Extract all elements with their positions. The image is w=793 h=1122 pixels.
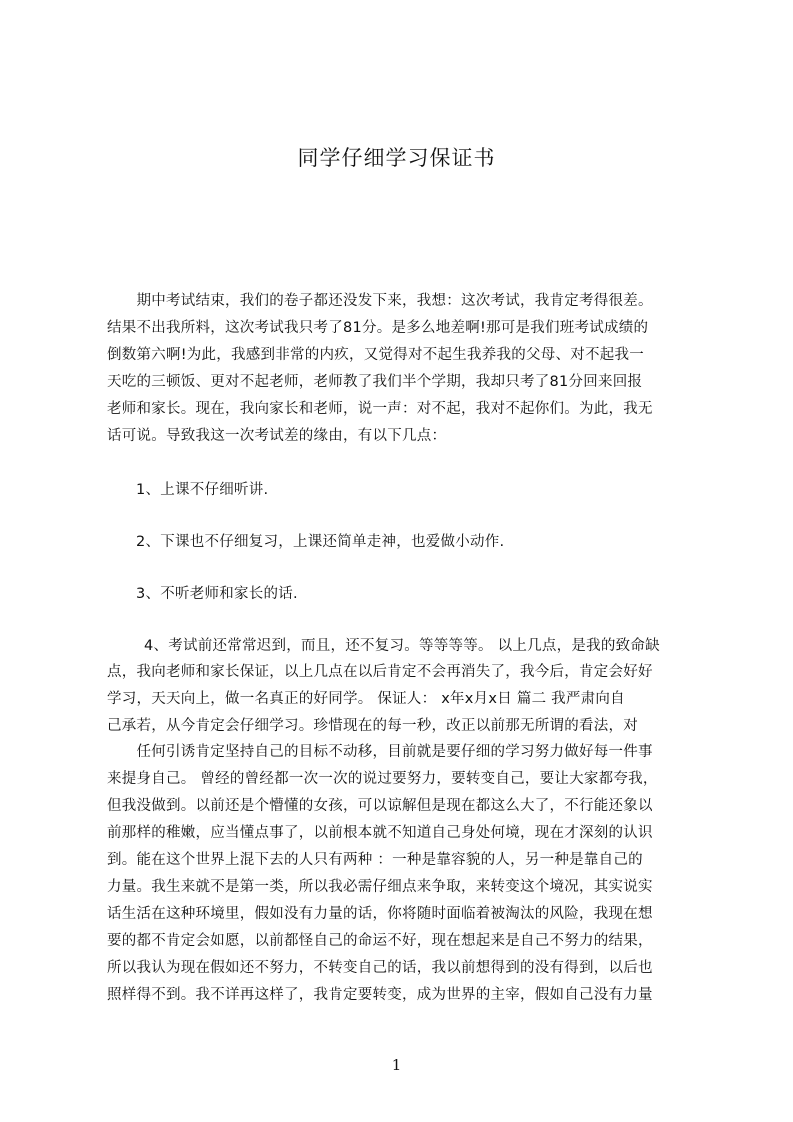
body-line: 老师和家长。现在，我向家长和老师，说一声：对不起，我对不起你们。为此，我无	[107, 401, 653, 417]
list-item-3: 3、不听老师和家长的话.	[136, 586, 298, 602]
body-line: 结果不出我所料，这次考试我只考了81分。是多么地差啊!那可是我们班考试成绩的	[107, 320, 649, 336]
body-line: 倒数第六啊!为此，我感到非常的内疚，又觉得对不起生我养我的父母、对不起我一	[107, 347, 645, 363]
body-line: 到。能在这个世界上混下去的人只有两种 ：一种是靠容貌的人，另一种是靠自己的	[107, 852, 643, 868]
body-line: 要的都不肯定会如愿，以前都怪自己的命运不好，现在想起来是自己不努力的结果，	[107, 933, 653, 949]
body-line: 但我没做到。以前还是个懵懂的女孩，可以谅解但是现在都这么大了，不行能还象以	[107, 798, 653, 814]
page-number: 1	[391, 1056, 402, 1074]
body-line: 期中考试结束，我们的卷子都还没发下来，我想：这次考试，我肯定考得很差。	[107, 293, 653, 309]
body-line: 所以我认为现在假如还不努力，不转变自己的话，我以前想得到的没有得到，以后也	[107, 960, 653, 976]
document-title: 同学仔细学习保证书	[297, 146, 496, 170]
body-line: 话可说。导致我这一次考试差的缘由，有以下几点：	[107, 428, 447, 444]
body-line: 学习，天天向上，做一名真正的好同学。 保证人： x年x月x日 篇二 我严肃向自	[107, 691, 625, 707]
body-line: 前那样的稚嫩，应当懂点事了，以前根本就不知道自己身处何境，现在才深刻的认识	[107, 825, 653, 841]
body-line: 任何引诱肯定坚持自己的目标不动移，目前就是要仔细的学习努力做好每一件事	[107, 744, 653, 760]
body-line: 来提身自己。 曾经的曾经都一次一次的说过要努力，要转变自己，要让大家都夸我，	[107, 771, 658, 787]
body-line: 话生活在这种环境里，假如没有力量的话，你将随时面临着被淘汰的风险，我现在想	[107, 906, 653, 922]
body-line: 己承若，从今肯定会仔细学习。珍惜现在的每一秒，改正以前那无所谓的看法，对	[107, 718, 638, 734]
list-item-4: 4、考试前还常常迟到，而且，还不复习。等等等等。 以上几点，是我的致命缺	[144, 638, 660, 654]
body-line: 点，我向老师和家长保证，以上几点在以后肯定不会再消失了，我今后，肯定会好好	[107, 664, 653, 680]
list-item-1: 1、上课不仔细听讲.	[136, 482, 269, 498]
body-line: 照样得不到。我不详再这样了，我肯定要转变，成为世界的主宰，假如自己没有力量	[107, 987, 653, 1003]
list-item-2: 2、下课也不仔细复习，上课还简单走神，也爱做小动作.	[136, 534, 505, 550]
body-line: 天吃的三顿饭、更对不起老师，老师教了我们半个学期，我却只考了81分回来回报	[107, 374, 643, 390]
body-line: 力量。我生来就不是第一类，所以我必需仔细点来争取，来转变这个境况，其实说实	[107, 879, 653, 895]
